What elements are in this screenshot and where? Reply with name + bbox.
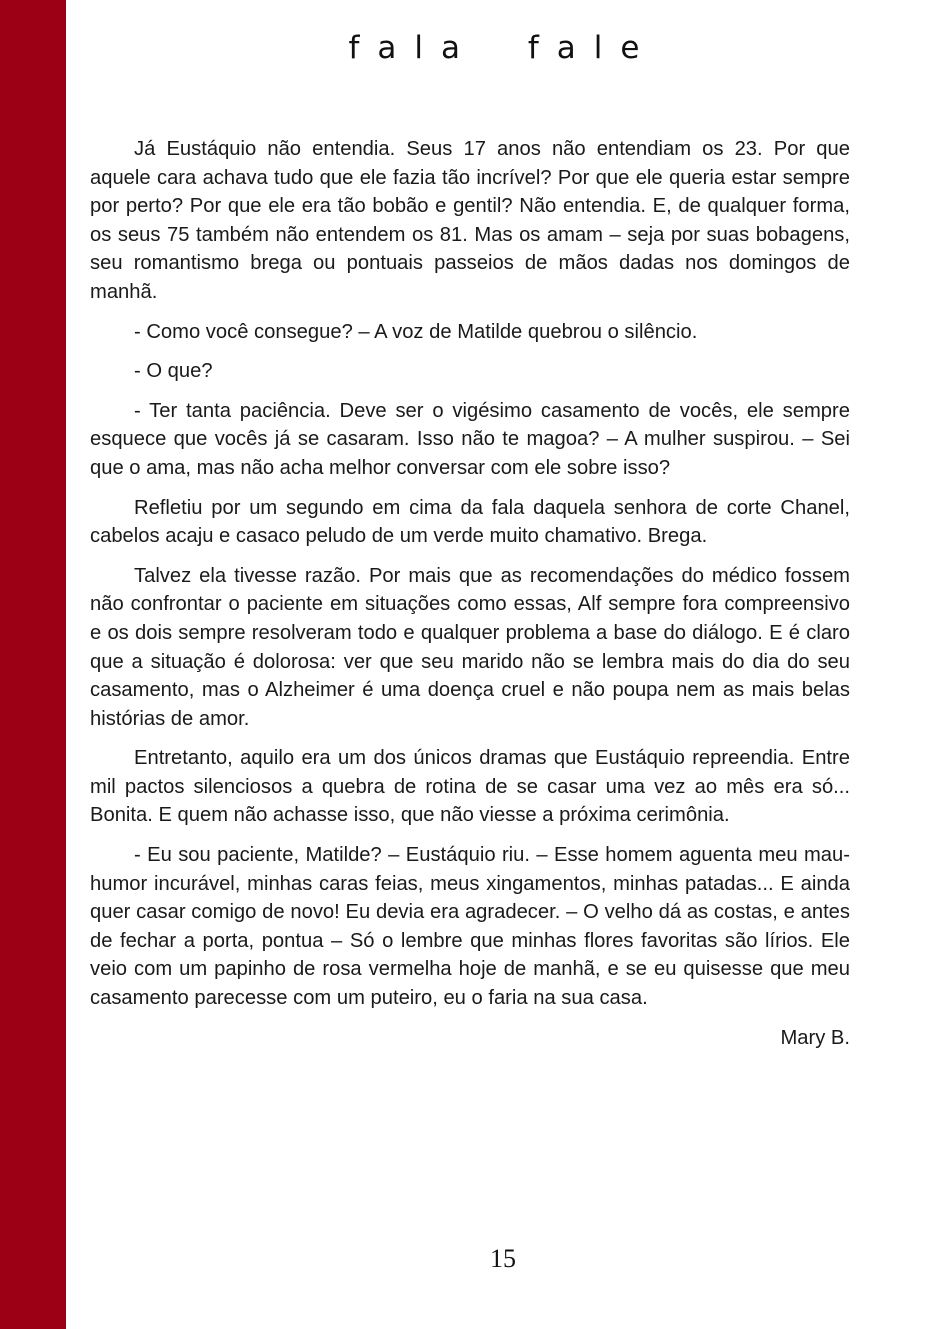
story-paragraph-4: - Ter tanta paciência. Deve ser o vigésimo casamento de vocês, ele sempre esquece que vocês já se casaram. Isso não te magoa? – A mulher suspirou. – Sei que o ama, mas não acha melhor conversar com ele sobre isso? <box>90 399 850 479</box>
author-signature: Mary B. <box>780 1026 850 1049</box>
story-paragraph-3: - O que? <box>134 360 213 383</box>
story-paragraph-2: - Como você consegue? – A voz de Matilde quebrou o silêncio. <box>134 320 698 343</box>
story-paragraph-1: Já Eustáquio não entendia. Seus 17 anos não entendiam os 23. Por que aquele cara achava tudo que ele fazia tão incrível? Por que ele queria estar sempre por perto? Por que ele era tão bobão e gentil? Não entendia. E, de qualquer forma, os seus 75 também não entendem os 81. Mas os amam – seja por suas bobagens, seu romantismo brega ou pontuais passeios de mãos dadas nos domingos de manhã. <box>90 138 850 303</box>
page-header-title: fala fale <box>348 30 658 66</box>
story-paragraph-8: - Eu sou paciente, Matilde? – Eustáquio riu. – Esse homem aguenta meu mau-humor incurável, minhas caras feias, meus xingamentos, minhas patadas... E ainda quer casar comigo de novo! Eu devia era agradecer. – O velho dá as costas, e antes de fechar a porta, pontua – Só o lembre que minhas flores favoritas são lírios. Ele veio com um papinho de rosa vermelha hoje de manhã, e se eu quisesse que meu casamento parecesse com um puteiro, eu o faria na sua casa. <box>90 844 850 1010</box>
story-paragraph-6: Talvez ela tivesse razão. Por mais que as recomendações do médico fossem não confrontar o paciente em situações como essas, Alf sempre fora compreensivo e os dois sempre resolveram todo e qualquer problema a base do diálogo. E é claro que a situação é dolorosa: ver que seu marido não se lembra mais do dia do seu casamento, mas o Alzheimer é uma doença cruel e não poupa nem as mais belas histórias de amor. <box>90 564 850 730</box>
story-paragraph-5: Refletiu por um segundo em cima da fala daquela senhora de corte Chanel, cabelos acaju e casaco peludo de um verde muito chamativo. Brega. <box>90 496 850 548</box>
page-number: 15 <box>490 1244 516 1273</box>
sidebar-stripe <box>0 0 66 1329</box>
story-paragraph-7: Entretanto, aquilo era um dos únicos dramas que Eustáquio repreendia. Entre mil pactos silenciosos a quebra de rotina de se casar uma vez ao mês era só... Bonita. E quem não achasse isso, que não viesse a próxima cerimônia. <box>90 747 850 827</box>
story-body <box>90 135 850 1052</box>
